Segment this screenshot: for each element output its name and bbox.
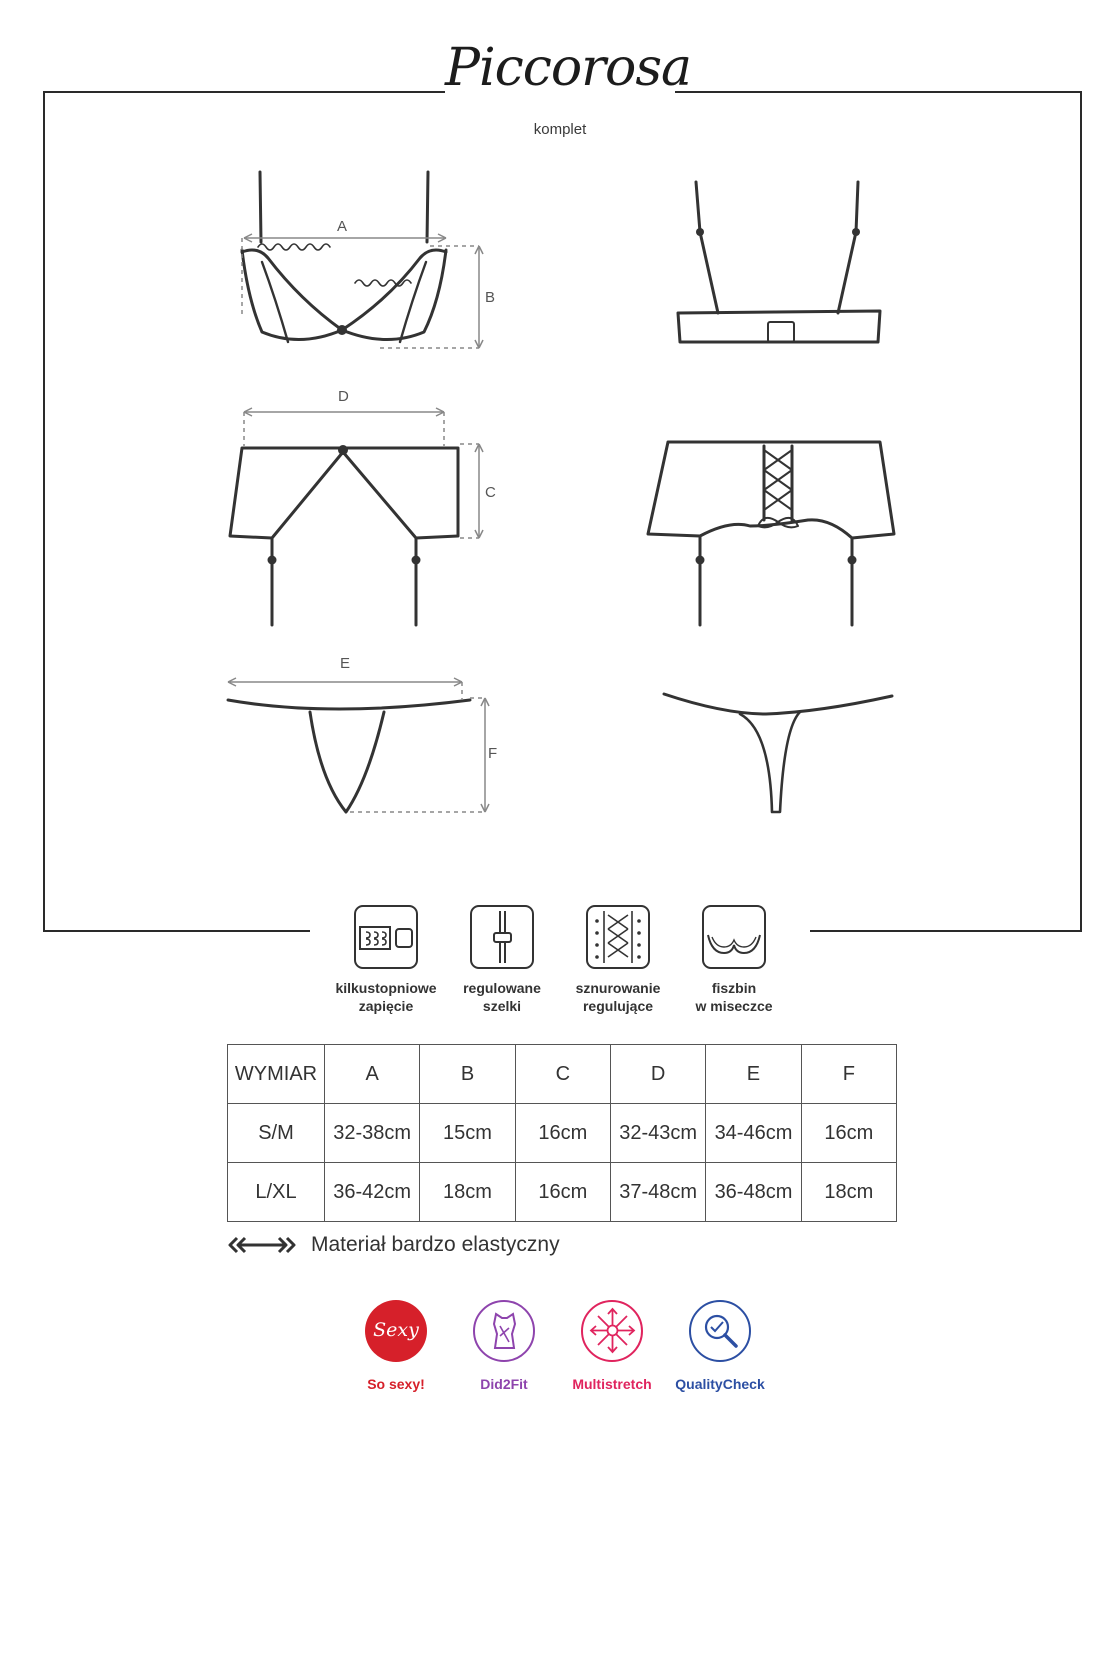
- did2fit-badge-icon: [473, 1300, 535, 1362]
- badge-label: QualityCheck: [675, 1376, 765, 1392]
- elastic-note: [227, 1232, 560, 1258]
- sexy-badge-text: Sexy: [373, 1319, 419, 1341]
- table-header-row: [228, 1045, 897, 1104]
- sexy-badge-icon: [365, 1300, 427, 1362]
- badge-label: Multistretch: [572, 1376, 652, 1392]
- table-header-cell: WYMIAR: [228, 1045, 325, 1104]
- quality-badges: [0, 1300, 1120, 1410]
- feature-adjustable-straps: [444, 905, 560, 1015]
- dimension-e-label: E: [340, 655, 351, 672]
- thong-front-drawing: [228, 700, 470, 812]
- lacing-icon: [586, 905, 650, 969]
- badge-label: Did2Fit: [480, 1376, 528, 1392]
- table-cell: 32-38cm: [325, 1104, 420, 1163]
- table-header-cell: B: [420, 1045, 515, 1104]
- bra-front-drawing: [242, 172, 446, 342]
- badge-multistretch: [552, 1300, 672, 1392]
- thong-back-drawing: [664, 694, 892, 812]
- table-cell: 18cm: [801, 1163, 896, 1222]
- table-cell: 16cm: [801, 1104, 896, 1163]
- feature-label-adjustable-straps: regulowane szelki: [463, 980, 541, 1014]
- table-cell: L/XL: [228, 1163, 325, 1222]
- table-header-cell: E: [706, 1045, 801, 1104]
- feature-lacing: [560, 905, 676, 1015]
- table-row: [228, 1104, 897, 1163]
- garter-belt-front-drawing: [230, 448, 458, 625]
- feature-label-underwire: fiszbin w miseczce: [695, 980, 773, 1014]
- table-row: [228, 1163, 897, 1222]
- table-cell: 16cm: [515, 1104, 610, 1163]
- table-cell: 16cm: [515, 1163, 610, 1222]
- table-cell: 15cm: [420, 1104, 515, 1163]
- bra-back-drawing: [678, 182, 880, 342]
- dimension-d-label: D: [338, 388, 349, 405]
- badge-so-sexy: [336, 1300, 456, 1392]
- hook-closure-icon: [354, 905, 418, 969]
- product-subtitle: komplet: [533, 121, 587, 138]
- dimension-a-label: A: [337, 218, 348, 235]
- table-header-cell: D: [610, 1045, 705, 1104]
- multistretch-badge-icon: [581, 1300, 643, 1362]
- table-cell: 36-48cm: [706, 1163, 801, 1222]
- feature-label-hook-closure: kilkustopniowe zapięcie: [335, 980, 437, 1014]
- elastic-note-text: Materiał bardzo elastyczny: [311, 1233, 560, 1256]
- badge-did2fit: [444, 1300, 564, 1392]
- table-cell: S/M: [228, 1104, 325, 1163]
- qualitycheck-badge-icon: [689, 1300, 751, 1362]
- feature-label-lacing: sznurowanie regulujące: [575, 980, 661, 1014]
- garter-belt-back-drawing: [648, 442, 894, 625]
- dimension-c-label: C: [485, 484, 496, 501]
- size-table: [227, 1044, 897, 1222]
- badge-qualitycheck: [660, 1300, 780, 1392]
- dimension-f-label: F: [488, 745, 498, 762]
- table-cell: 32-43cm: [610, 1104, 705, 1163]
- badge-label: So sexy!: [367, 1376, 425, 1392]
- table-header-cell: F: [801, 1045, 896, 1104]
- feature-underwire: [676, 905, 792, 1015]
- adjustable-strap-icon: [470, 905, 534, 969]
- dimension-b-label: B: [485, 289, 496, 306]
- table-header-cell: A: [325, 1045, 420, 1104]
- table-cell: 36-42cm: [325, 1163, 420, 1222]
- table-cell: 18cm: [420, 1163, 515, 1222]
- feature-icons: [0, 905, 1120, 1025]
- table-cell: 34-46cm: [706, 1104, 801, 1163]
- table-header-cell: C: [515, 1045, 610, 1104]
- stretch-arrows-icon: [227, 1235, 297, 1255]
- feature-hook-closure: [328, 905, 444, 1015]
- brand-logo: Piccorosa: [445, 38, 692, 98]
- table-cell: 37-48cm: [610, 1163, 705, 1222]
- underwire-icon: [702, 905, 766, 969]
